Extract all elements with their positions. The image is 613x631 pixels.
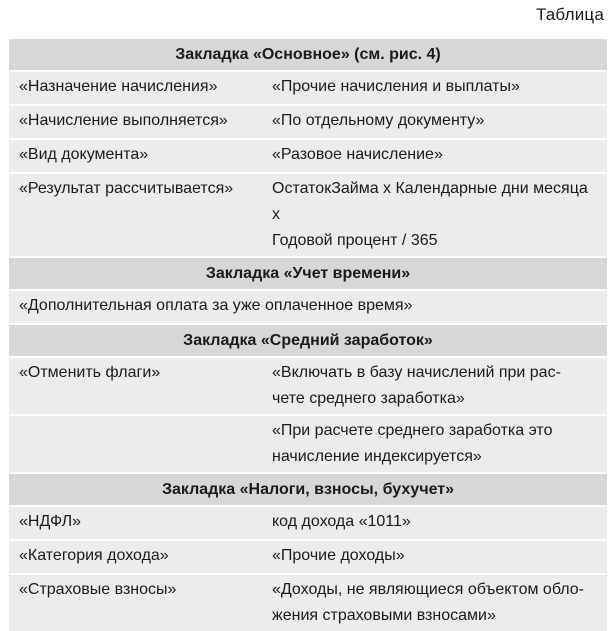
row-value-line: начисление индексируется» [272,448,482,465]
section-header-time: Закладка «Учет времени» [9,256,607,289]
row-value-line: ОстатокЗайма х Календарные дни месяца х [272,180,588,223]
table-row [9,138,607,172]
row-label: «Вид документа» [19,146,149,163]
row-value: код дохода «1011» [272,513,411,530]
row-label: «Начисление выполняется» [19,112,228,129]
table-row [9,539,607,573]
row-value-line: Годовой процент / 365 [272,232,438,249]
section-header-taxes: Закладка «Налоги, взносы, бухучет» [9,472,607,505]
row-value: «Прочие начисления и выплаты» [272,78,520,95]
row-label [9,418,262,470]
row-value-line: «При расчете среднего заработка это [272,422,553,439]
row-value: «По отдельному документу» [272,112,485,129]
row-full-value: «Дополнительная оплата за уже оплаченное время» [19,297,413,314]
table-row [9,172,607,256]
table-row [9,356,607,414]
settings-table [9,37,607,631]
table-row [9,104,607,138]
row-value-line: чете среднего заработка» [272,390,465,407]
table-row [9,573,607,631]
row-value-line: жения страховыми взносами» [272,607,496,624]
row-value-line: «Включать в базу начислений при рас- [272,364,561,381]
row-value [262,418,607,470]
row-label: «Категория дохода» [19,547,169,564]
section-header-basic: Закладка «Основное» (см. рис. 4) [9,37,607,70]
row-label: «НДФЛ» [19,513,81,530]
row-label: «Страховые взносы» [19,581,177,598]
row-value-line: «Доходы, не являющиеся объектом обло- [272,581,584,598]
row-label: «Назначение начисления» [19,78,218,95]
row-label: «Результат рассчитывается» [19,180,234,197]
row-value [262,360,607,412]
row-value [262,577,607,629]
row-value: «Прочие доходы» [272,547,405,564]
table-row [9,414,607,472]
row-value: «Разовое начисление» [272,146,443,163]
table-row [9,289,607,323]
table-row [9,70,607,104]
table-row [9,505,607,539]
table-caption: Таблица [535,5,604,24]
row-value [262,176,607,254]
section-header-average-earnings: Закладка «Средний заработок» [9,323,607,356]
row-label: «Отменить флаги» [19,364,161,381]
